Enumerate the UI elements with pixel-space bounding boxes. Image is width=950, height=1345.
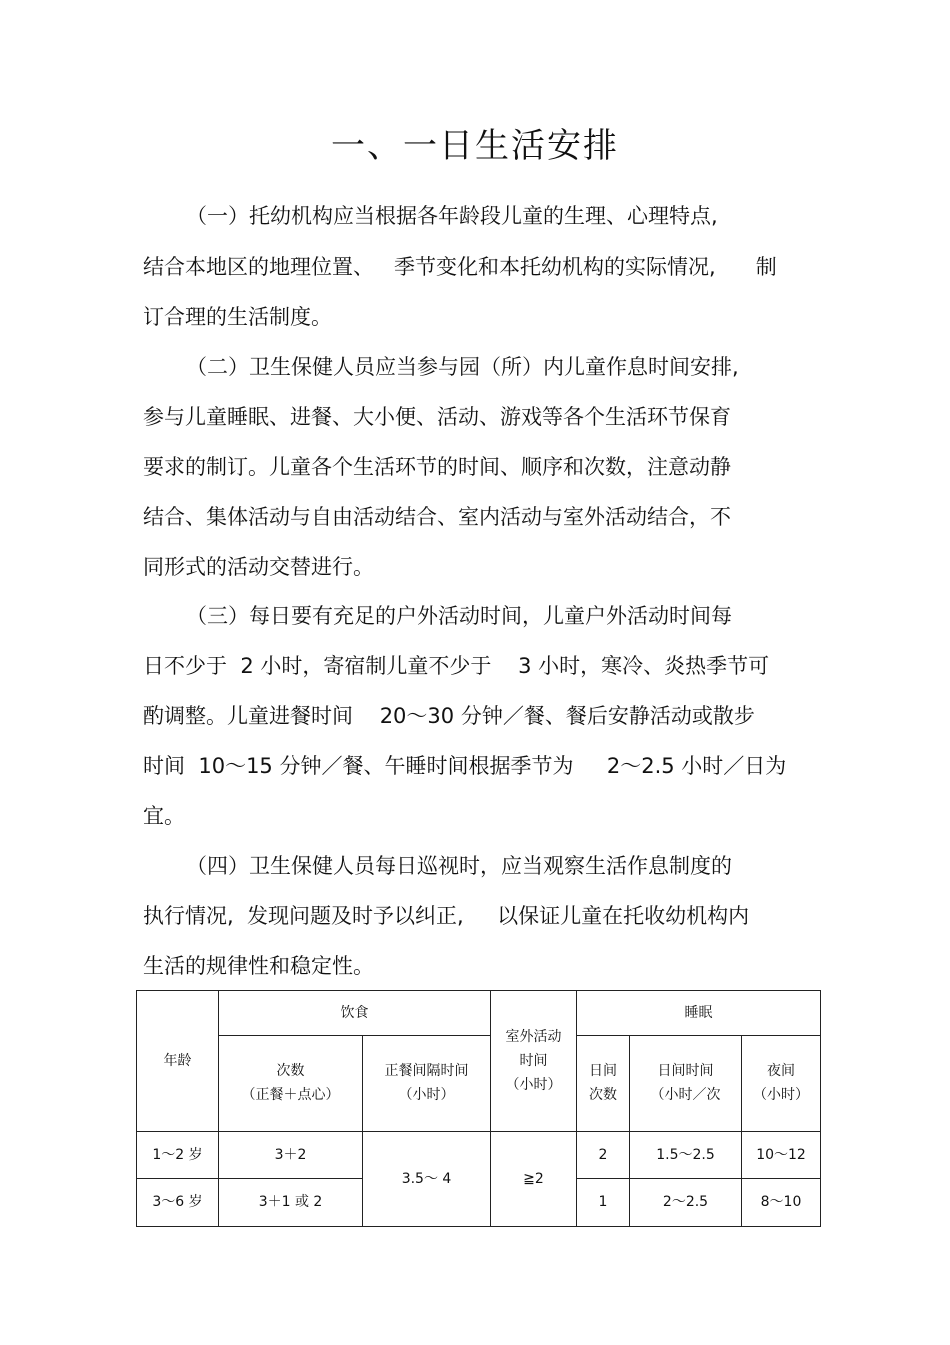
page-title: 一、一日生活安排 (331, 126, 619, 166)
night-cell: 10～12 (742, 1131, 821, 1178)
day-naps-header-line: 次数 (589, 1087, 617, 1104)
naps-cell: 2 (577, 1131, 630, 1178)
paragraph-line: 要求的制订。儿童各个生活环节的时间、顺序和次数，注意动静 (143, 455, 731, 479)
table-row (137, 1131, 821, 1178)
meals-count-header (219, 1036, 363, 1131)
paragraph-line: 订合理的生活制度。 (143, 305, 332, 329)
paragraph-line: （四）卫生保健人员每日巡视时，应当观察生活作息制度的 (186, 854, 732, 878)
outdoor-cell: ≧2 (491, 1131, 577, 1226)
interval-cell: 3.5～ 4 (363, 1131, 491, 1226)
meal-interval-header (363, 1036, 491, 1131)
age-header: 年龄 (137, 991, 219, 1132)
meal-interval-header-line: 正餐间隔时间 (384, 1063, 469, 1080)
paragraph-line: 日不少于 2 小时，寄宿制儿童不少于 3 小时，寒冷、炎热季节可 (143, 654, 770, 678)
nap-time-cell: 2～2.5 (630, 1178, 742, 1226)
paragraph-line: （三）每日要有充足的户外活动时间，儿童户外活动时间每 (186, 604, 732, 628)
night-header-line: 夜间 (767, 1063, 796, 1080)
nap-time-cell: 1.5～2.5 (630, 1131, 742, 1178)
paragraph-line: 结合本地区的地理位置、 季节变化和本托幼机构的实际情况, 制 (143, 255, 777, 279)
paragraph-line: 同形式的活动交替进行。 (143, 555, 374, 579)
paragraph-line: 结合、集体活动与自由活动结合、室内活动与室外活动结合，不 (143, 505, 731, 529)
night-cell: 8～10 (742, 1178, 821, 1226)
outdoor-header-line: 时间 (519, 1052, 548, 1069)
night-header (742, 1036, 821, 1131)
meals-cell: 3＋1 或 2 (219, 1178, 363, 1226)
paragraph-line: 酌调整。儿童进餐时间 20～30 分钟／餐、餐后安静活动或散步 (143, 704, 755, 728)
outdoor-header-line: （小时） (505, 1076, 562, 1093)
meals-count-header-line: 次数 (276, 1063, 305, 1080)
age-cell: 3～6 岁 (137, 1178, 219, 1226)
paragraph-line: 时间 10～15 分钟／餐、午睡时间根据季节为 2～2.5 小时／日为 (143, 754, 787, 778)
paragraph-line: 参与儿童睡眠、进餐、大小便、活动、游戏等各个生活环节保育 (143, 405, 731, 429)
day-naps-header-line: 日间 (589, 1063, 617, 1080)
day-naps-header (577, 1036, 630, 1131)
day-time-header (630, 1036, 742, 1131)
day-time-header-line: 日间时间 (657, 1063, 714, 1080)
meals-cell: 3＋2 (219, 1131, 363, 1178)
outdoor-header (491, 991, 577, 1132)
day-time-header-line: （小时／次 (650, 1087, 721, 1104)
paragraph-line: （二）卫生保健人员应当参与园（所）内儿童作息时间安排, (186, 355, 739, 379)
diet-header: 饮食 (219, 991, 491, 1036)
paragraph-line: （一）托幼机构应当根据各年龄段儿童的生理、心理特点, (186, 204, 718, 228)
paragraph-line: 生活的规律性和稳定性。 (143, 954, 374, 978)
naps-cell: 1 (577, 1178, 630, 1226)
paragraph-line: 宜。 (143, 804, 185, 828)
sleep-header: 睡眠 (577, 991, 821, 1036)
daily-schedule-table (136, 990, 821, 1227)
night-header-line: （小时） (753, 1087, 810, 1104)
meal-interval-header-line: （小时） (398, 1087, 455, 1104)
meals-count-header-line: （正餐＋点心） (241, 1087, 340, 1104)
outdoor-header-line: 室外活动 (505, 1028, 562, 1045)
age-cell: 1～2 岁 (137, 1131, 219, 1178)
paragraph-line: 执行情况, 发现问题及时予以纠正, 以保证儿童在托收幼机构内 (143, 904, 750, 928)
